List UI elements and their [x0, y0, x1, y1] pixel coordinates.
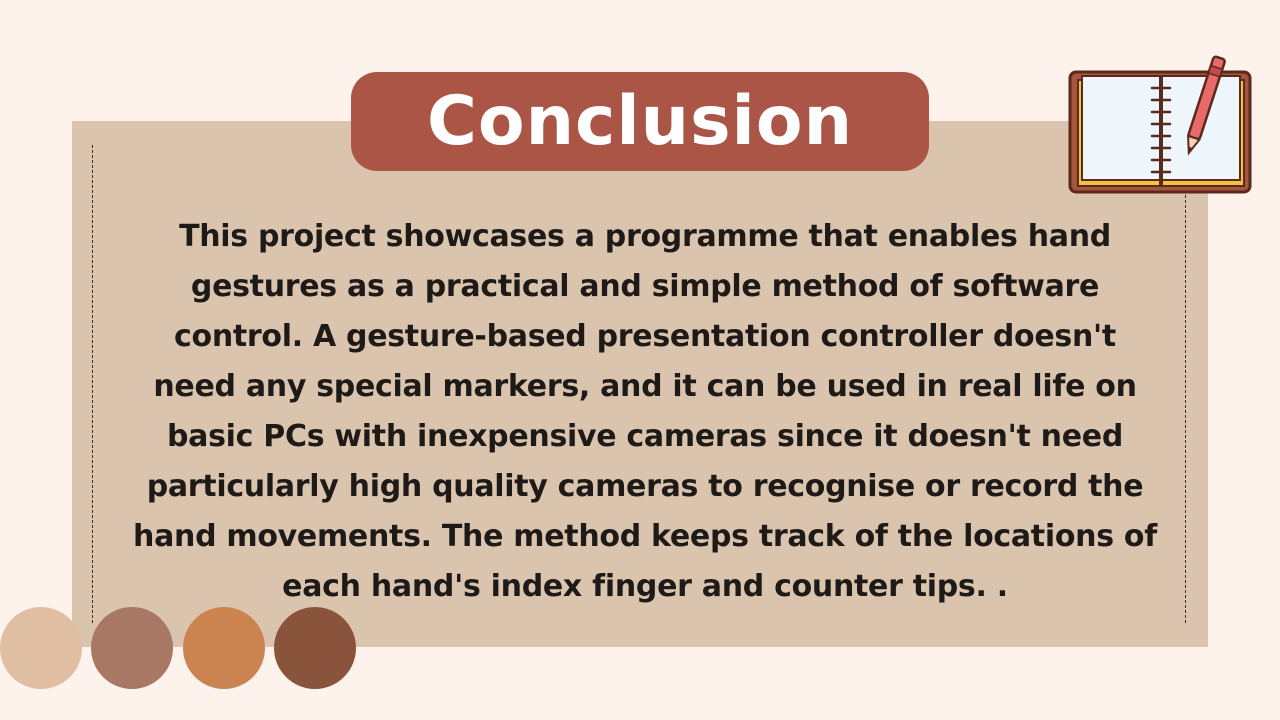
conclusion-text: This project showcases a programme that enables hand gestures as a practical and simple method of software control. A gesture-based presentation controller doesn't need any special markers, and it can be used in real life on basic PCs with inexpensive cameras since it doesn't need particularly high quality cameras to recognise or record the hand movements. The method keeps track of the locations of each hand's index finger and counter tips. .	[133, 219, 1157, 604]
slide-title: Conclusion	[427, 81, 853, 161]
notebook-with-pen-icon	[1066, 50, 1256, 200]
color-swatch-4	[274, 607, 356, 689]
color-swatch-3	[183, 607, 265, 689]
dashed-border-left	[92, 145, 93, 623]
dashed-border-right	[1185, 145, 1186, 623]
color-swatch-2	[91, 607, 173, 689]
color-swatch-1	[0, 607, 82, 689]
title-banner	[351, 72, 929, 171]
